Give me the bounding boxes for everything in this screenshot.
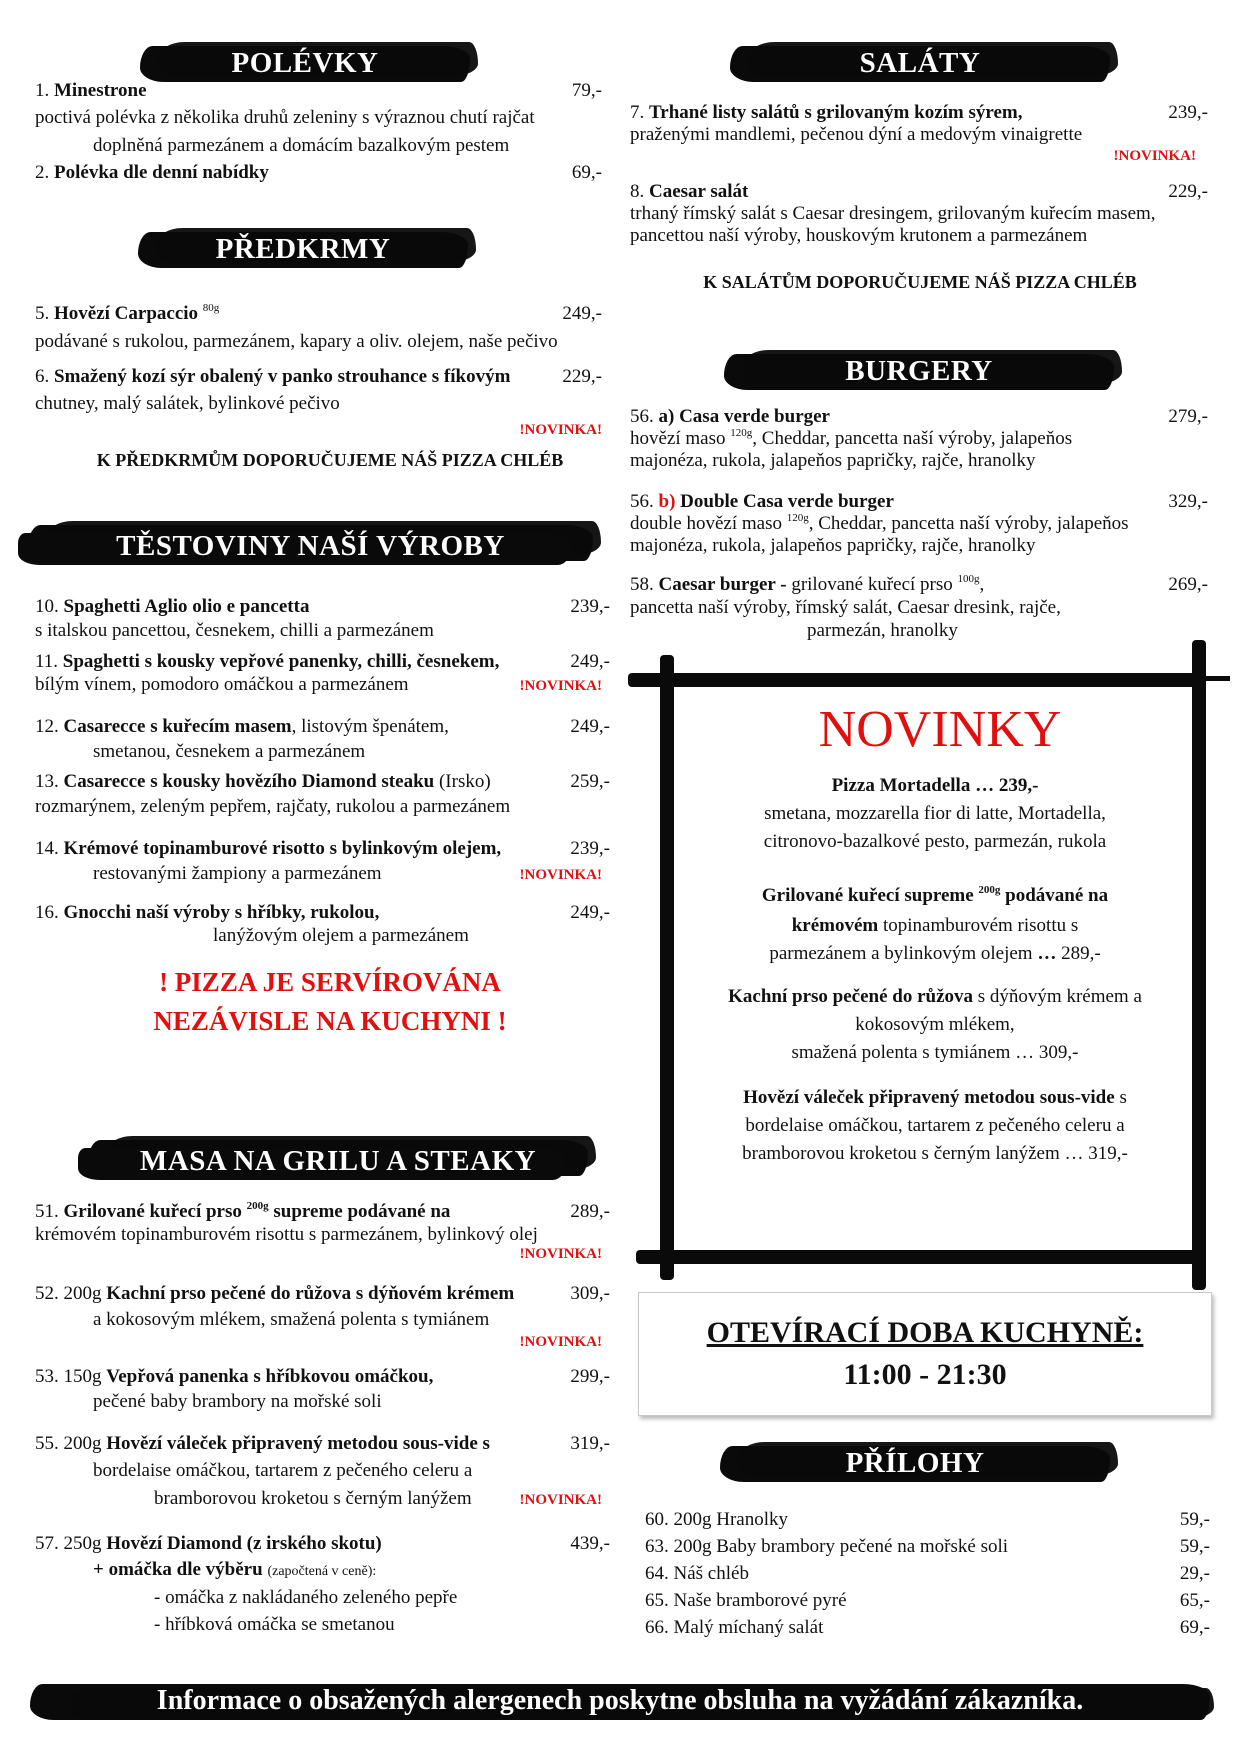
item-description: praženými mandlemi, pečenou dýní a medovým vinaigrette	[630, 124, 1083, 145]
item-price: 69,-	[1179, 1617, 1210, 1638]
item-name: Spaghetti s kousky vepřové panenky, chilli, česnekem,	[62, 651, 500, 672]
item-name: Caesar burger -	[658, 574, 787, 595]
menu-item	[35, 902, 379, 924]
novinka-title: podávané na	[1000, 885, 1109, 906]
item-name: Gnocchi naší výroby s hříbky, rukolou,	[63, 902, 380, 923]
novinka-desc: parmezánem a bylinkovým olejem	[769, 943, 1033, 964]
item-price: 59,-	[1179, 1536, 1210, 1557]
novinky-item	[680, 772, 1190, 856]
novinka-desc: s	[1114, 1087, 1127, 1108]
pizza-note: ! PIZZA JE SERVÍROVÁNA	[159, 967, 501, 997]
side-item: 63. 200g Baby brambory pečené na mořské soli	[645, 1536, 1009, 1557]
item-description	[630, 513, 1129, 537]
item-weight: 200g	[978, 884, 1001, 896]
item-name: Hovězí Carpaccio	[54, 303, 199, 324]
menu-item	[35, 366, 510, 388]
header-testoviny	[28, 519, 593, 565]
item-name: Trhané listy salátů s grilovaným kozím sýrem,	[649, 102, 1023, 123]
item-price: 239,-	[570, 838, 610, 859]
item-description: bílým vínem, pomodoro omáčkou a parmezánem	[35, 674, 409, 695]
item-name: Casarecce s kuřecím masem	[63, 716, 292, 737]
menu-item	[35, 651, 499, 673]
item-description: krémovém topinamburovém risottu s parmezánem, bylinkový olej	[35, 1224, 538, 1245]
item-name-rest: grilované kuřecí prso	[786, 574, 953, 595]
side-item: 60. 200g Hranolky	[645, 1509, 789, 1530]
novinka-line	[680, 912, 1190, 940]
section-title: PŘEDKRMY	[215, 233, 391, 265]
item-price: 269,-	[1168, 574, 1208, 595]
item-description: a kokosovým mlékem, smažená polenta s tymiánem	[93, 1309, 490, 1330]
item-description	[630, 428, 1072, 452]
item-weight: 80g	[202, 302, 220, 314]
item-price: 79,-	[571, 80, 602, 101]
item-price: 329,-	[1168, 491, 1208, 512]
menu-item	[35, 1201, 450, 1225]
side-item: 66. Malý míchaný salát	[645, 1617, 824, 1638]
item-description: rozmarýnem, zeleným pepřem, rajčaty, rukolou a parmezánem	[35, 796, 511, 817]
item-number: 57. 250g	[35, 1533, 102, 1554]
menu-item	[35, 1283, 514, 1305]
item-price: 289,-	[570, 1201, 610, 1222]
item-name-rest: , listovým špenátem,	[291, 716, 449, 737]
header-salaty	[730, 40, 1110, 86]
novinka-badge: !NOVINKA!	[519, 1334, 602, 1350]
novinky-title: NOVINKY	[818, 701, 1062, 758]
novinka-badge: !NOVINKA!	[519, 1246, 602, 1262]
item-price: 229,-	[1168, 181, 1208, 202]
item-price: 249,-	[570, 902, 610, 923]
item-weight: 120g	[786, 512, 809, 524]
item-description: smetanou, česnekem a parmezánem	[93, 741, 366, 762]
item-number: 6.	[35, 366, 50, 387]
item-name: Kachní prso pečené do růžova s dýňovém krémem	[106, 1283, 515, 1304]
item-price: 279,-	[1168, 406, 1208, 427]
item-number: 16.	[35, 902, 59, 923]
item-description: bramborovou kroketou s černým lanýžem	[154, 1488, 472, 1509]
item-number: 55. 200g	[35, 1433, 102, 1454]
item-description: doplněná parmezánem a domácím bazalkovým pestem	[93, 135, 510, 156]
item-name: Hovězí váleček připravený metodou sous-vide s	[106, 1433, 490, 1454]
item-description: parmezán, hranolky	[807, 620, 958, 641]
item-price: 59,-	[1179, 1509, 1210, 1530]
section-title: BURGERY	[845, 355, 993, 387]
item-number: 52. 200g	[35, 1283, 102, 1304]
item-description: majonéza, rukola, jalapeňos papričky, rajče, hranolky	[630, 535, 1036, 556]
item-price: 239,-	[570, 596, 610, 617]
item-number: 56.	[630, 491, 654, 512]
novinka-badge: !NOVINKA!	[519, 867, 602, 883]
novinka-price: 289,-	[1061, 943, 1101, 964]
sauce-option: - hříbková omáčka se smetanou	[154, 1614, 395, 1635]
novinka-badge: !NOVINKA!	[519, 678, 602, 694]
item-number: 7.	[630, 102, 645, 123]
sauce-choice	[93, 1559, 376, 1583]
item-description: bordelaise omáčkou, tartarem z pečeného celeru a	[93, 1460, 473, 1481]
item-description: podávané s rukolou, parmezánem, kapary a oliv. olejem, naše pečivo	[35, 331, 558, 352]
item-description: s italskou pancettou, česnekem, chilli a parmezánem	[35, 620, 434, 641]
opening-hours-time: 11:00 - 21:30	[843, 1358, 1007, 1391]
side-item: 64. Náš chléb	[645, 1563, 749, 1584]
item-description: trhaný římský salát s Caesar dresingem, grilovaným kuřecím masem,	[630, 203, 1156, 224]
item-number: 53. 150g	[35, 1366, 102, 1387]
recommendation: K PŘEDKRMŮM DOPORUČUJEME NÁŠ PIZZA CHLÉB	[96, 450, 564, 470]
menu-item	[630, 574, 984, 598]
header-predkrmy	[138, 226, 468, 272]
menu-item	[35, 303, 219, 327]
item-number: 8.	[630, 181, 645, 202]
menu-item	[35, 162, 269, 184]
header-polevky	[140, 40, 470, 86]
novinka-title: Grilované kuřecí supreme	[761, 885, 974, 906]
item-description: pancettou naší výroby, houskovým krutonem a parmezánem	[630, 225, 1088, 246]
novinky-item	[680, 983, 1190, 1067]
menu-item	[35, 771, 491, 793]
menu-item	[35, 716, 449, 738]
item-number: 11.	[35, 651, 59, 672]
novinka-desc: bramborovou kroketou s černým lanýžem … 319,-	[742, 1143, 1128, 1164]
desc-text: , Cheddar, pancetta naší výroby, jalapeňos	[808, 513, 1129, 534]
novinka-badge: !NOVINKA!	[519, 1492, 602, 1508]
pizza-note: NEZÁVISLE NA KUCHYNI !	[153, 1006, 507, 1036]
menu-item	[35, 596, 309, 618]
menu-item	[630, 181, 748, 203]
section-title: PŘÍLOHY	[845, 1447, 985, 1479]
novinka-desc: citronovo-bazalkové pesto, parmezán, rukola	[763, 831, 1107, 852]
header-masa	[88, 1134, 588, 1180]
item-price: 439,-	[570, 1533, 610, 1554]
item-number: 10.	[35, 596, 59, 617]
novinka-badge: !NOVINKA!	[519, 422, 602, 438]
item-name-rest: supreme podávané na	[268, 1201, 451, 1222]
side-item: 65. Naše bramborové pyré	[645, 1590, 847, 1611]
frame-left	[660, 655, 674, 1280]
item-name-rest: ,	[979, 574, 985, 595]
novinka-line	[680, 1084, 1190, 1112]
item-description: chutney, malý salátek, bylinkové pečivo	[35, 393, 340, 414]
item-name: Vepřová panenka s hříbkovou omáčkou,	[106, 1366, 434, 1387]
item-description: restovanými žampiony a parmezánem	[93, 863, 382, 884]
item-number: 56.	[630, 406, 654, 427]
desc-text: double hovězí maso	[630, 513, 782, 534]
menu-item	[630, 102, 1023, 124]
novinka-title: Hovězí váleček připravený metodou sous-vide	[743, 1087, 1115, 1108]
opening-hours-title: OTEVÍRACÍ DOBA KUCHYNĚ:	[706, 1316, 1144, 1349]
item-number: 14.	[35, 838, 59, 859]
item-number: 58.	[630, 574, 654, 595]
item-weight: 100g	[957, 573, 980, 585]
item-number: 12.	[35, 716, 59, 737]
item-price: 249,-	[562, 303, 602, 324]
item-name: Caesar salát	[649, 181, 749, 202]
novinka-title: krémovém	[791, 915, 879, 936]
item-price: 249,-	[570, 716, 610, 737]
recommendation: K SALÁTŮM DOPORUČUJEME NÁŠ PIZZA CHLÉB	[703, 272, 1137, 292]
item-price: 309,-	[570, 1283, 610, 1304]
novinka-desc: bordelaise omáčkou, tartarem z pečeného celeru a	[745, 1115, 1125, 1136]
item-description: poctivá polévka z několika druhů zeleniny s výraznou chutí rajčat	[35, 107, 535, 128]
item-number: 13.	[35, 771, 59, 792]
item-name: Grilované kuřecí prso	[63, 1201, 242, 1222]
menu-item	[35, 1533, 382, 1555]
item-name: Double Casa verde burger	[680, 491, 894, 512]
item-price: 229,-	[562, 366, 602, 387]
item-name: Krémové topinamburové risotto s bylinkovým olejem,	[63, 838, 502, 859]
novinka-line	[680, 882, 1190, 912]
item-price: 249,-	[570, 651, 610, 672]
header-prilohy	[720, 1440, 1110, 1486]
item-variant: a)	[658, 406, 675, 427]
sauce-option: - omáčka z nakládaného zeleného pepře	[154, 1587, 458, 1608]
item-variant: b)	[658, 491, 676, 512]
item-price: 69,-	[571, 162, 602, 183]
item-description: pancetta naší výroby, římský salát, Caesar dresink, rajče,	[630, 597, 1061, 618]
frame-right	[1192, 640, 1206, 1290]
sauce-label: + omáčka dle výběru	[93, 1559, 263, 1580]
novinky-item	[680, 882, 1190, 968]
item-description: pečené baby brambory na mořské soli	[93, 1391, 382, 1412]
novinky-item	[680, 1084, 1190, 1168]
item-price: 29,-	[1179, 1563, 1210, 1584]
item-price: 319,-	[570, 1433, 610, 1454]
menu-item	[35, 80, 147, 102]
novinka-badge: !NOVINKA!	[1113, 148, 1196, 164]
item-price: 239,-	[1168, 102, 1208, 123]
item-description: majonéza, rukola, jalapeňos papričky, rajče, hranolky	[630, 450, 1036, 471]
header-burgery	[724, 348, 1114, 394]
item-number: 1.	[35, 80, 50, 101]
section-title: SALÁTY	[859, 47, 981, 79]
item-name: Polévka dle denní nabídky	[54, 162, 269, 183]
novinka-desc: topinamburovém risottu s	[878, 915, 1079, 936]
item-name: Casa verde burger	[679, 406, 830, 427]
novinka-desc: kokosovým mlékem,	[855, 1014, 1015, 1035]
item-number: 51.	[35, 1201, 59, 1222]
item-number: 2.	[35, 162, 50, 183]
item-name: Hovězí Diamond (z irského skotu)	[106, 1533, 382, 1554]
menu-item	[35, 1366, 433, 1388]
desc-text: , Cheddar, pancetta naší výroby, jalapeňos	[752, 428, 1073, 449]
allergen-notice: Informace o obsažených alergenech poskytne obsluha na vyžádání zákazníka.	[156, 1685, 1084, 1716]
desc-text: hovězí maso	[630, 428, 726, 449]
item-price: 259,-	[570, 771, 610, 792]
item-name-rest: (Irsko)	[434, 771, 491, 792]
novinka-line	[680, 983, 1190, 1011]
novinka-line	[680, 940, 1190, 968]
menu-item	[35, 838, 501, 860]
novinka-desc: smetana, mozzarella fior di latte, Mortadella,	[764, 803, 1106, 824]
item-price: 65,-	[1179, 1590, 1210, 1611]
novinka-title: Pizza Mortadella … 239,-	[831, 775, 1039, 796]
item-name: Smažený kozí sýr obalený v panko strouhance s fíkovým	[54, 366, 511, 387]
sauce-note: (započtená v ceně):	[267, 1564, 377, 1579]
novinka-ellipsis: …	[1032, 943, 1062, 964]
menu-item	[35, 1433, 490, 1455]
item-name: Spaghetti Aglio olio e pancetta	[63, 596, 310, 617]
novinka-title: Kachní prso pečené do růžova	[728, 986, 974, 1007]
item-price: 299,-	[570, 1366, 610, 1387]
item-weight: 200g	[246, 1200, 269, 1212]
menu-item	[630, 406, 830, 428]
item-name: Minestrone	[54, 80, 147, 101]
section-title: POLÉVKY	[231, 47, 379, 79]
novinka-desc: s dýňovým krémem a	[973, 986, 1142, 1007]
menu-item	[630, 491, 894, 513]
novinka-desc: smažená polenta s tymiánem … 309,-	[791, 1042, 1079, 1063]
section-title: MASA NA GRILU A STEAKY	[139, 1145, 537, 1177]
section-title: TĚSTOVINY NAŠÍ VÝROBY	[116, 530, 505, 562]
frame-top	[628, 673, 1200, 687]
opening-hours-box	[638, 1292, 1212, 1416]
footer-banner	[30, 1680, 1210, 1724]
item-number: 5.	[35, 303, 50, 324]
item-name: Casarecce s kousky hovězího Diamond steaku	[63, 771, 435, 792]
item-description: lanýžovým olejem a parmezánem	[213, 925, 469, 946]
item-weight: 120g	[730, 427, 753, 439]
frame-bottom	[636, 1250, 1202, 1264]
